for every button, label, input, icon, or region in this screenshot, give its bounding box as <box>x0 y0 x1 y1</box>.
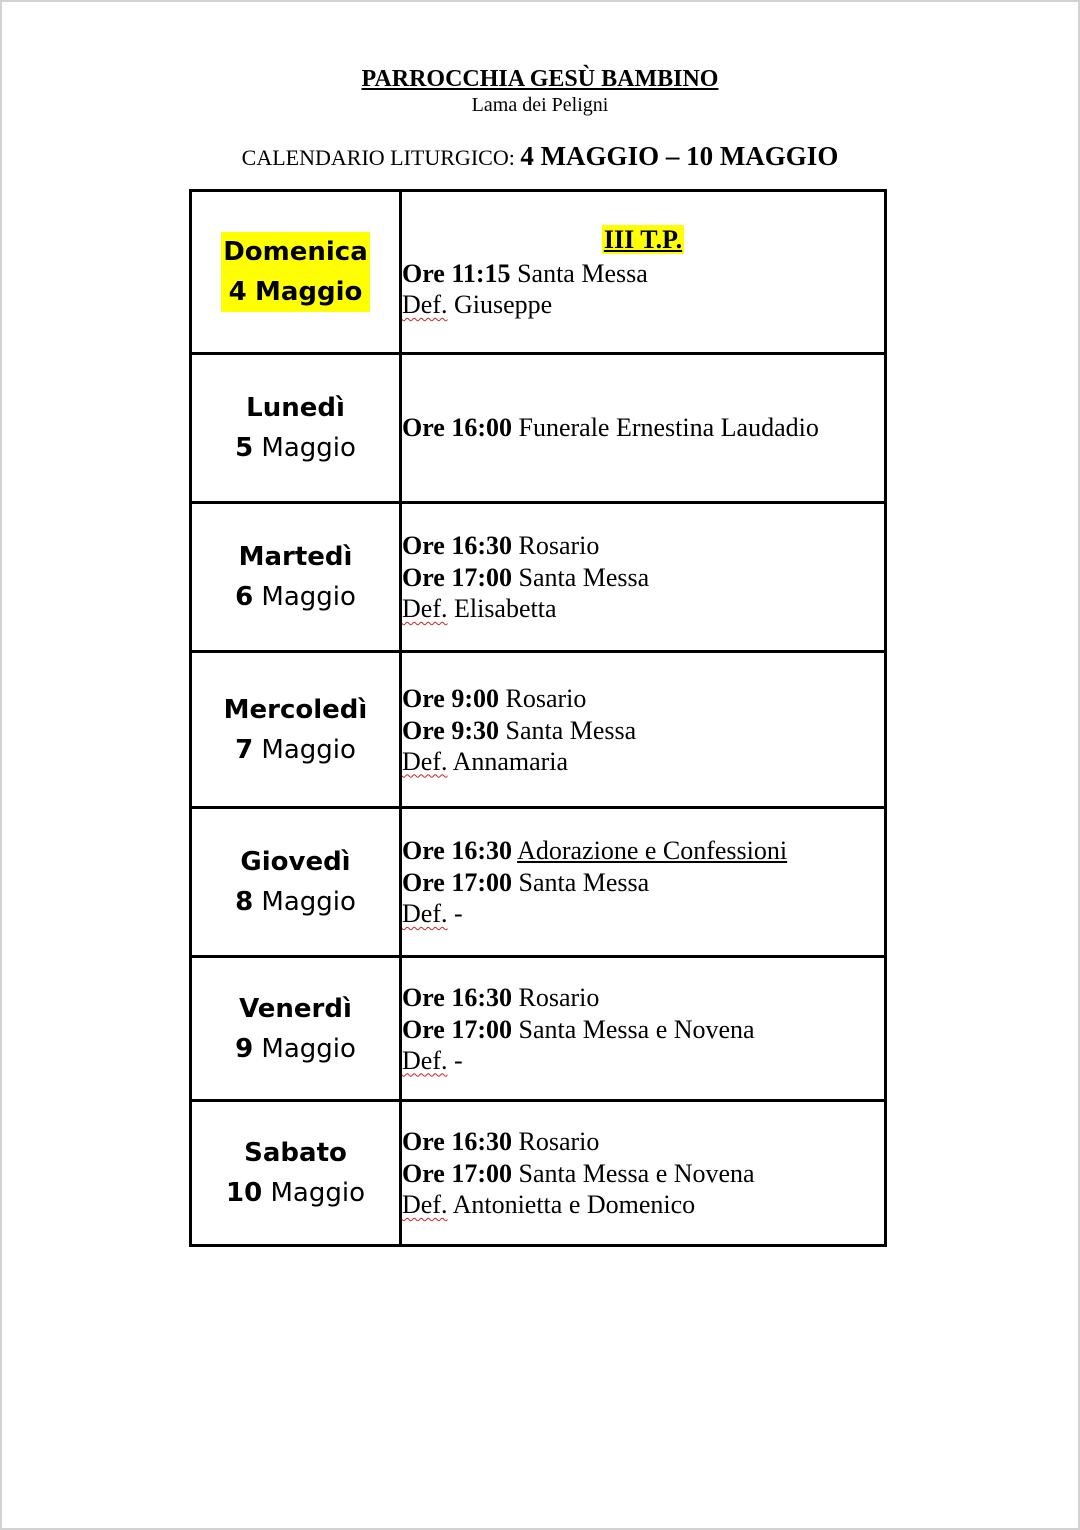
events-cell <box>401 957 886 1101</box>
event-text: Santa Messa <box>517 259 648 288</box>
event-time: Ore 16:30 <box>402 982 512 1012</box>
liturgical-calendar-table <box>189 189 887 1247</box>
day-name: Martedì <box>238 542 353 572</box>
day-month: Maggio <box>254 277 363 307</box>
day-month: Maggio <box>261 433 356 463</box>
event-text: Santa Messa e Novena <box>518 1014 755 1044</box>
events-cell <box>401 503 886 652</box>
day-name: Giovedì <box>240 847 351 877</box>
event-text: Santa Messa e Novena <box>518 1159 755 1188</box>
deceased-line <box>402 899 884 929</box>
deceased-label: Def. <box>402 1190 448 1219</box>
deceased-value: Elisabetta <box>453 594 557 623</box>
event-line <box>402 530 884 562</box>
events-cell <box>401 354 886 503</box>
deceased-value: - <box>453 899 463 928</box>
table-row <box>191 503 886 652</box>
event-line <box>402 715 884 747</box>
deceased-label: Def. <box>402 746 448 776</box>
deceased-value: - <box>453 1045 463 1075</box>
event-time: Ore 17:00 <box>402 563 512 592</box>
day-month: Maggio <box>261 582 356 612</box>
day-month: Maggio <box>270 1178 365 1208</box>
event-text: Santa Messa <box>518 563 650 592</box>
event-text: Santa Messa <box>505 715 637 745</box>
day-month: Maggio <box>261 734 356 765</box>
calendar-prefix: CALENDARIO LITURGICO: <box>241 145 515 170</box>
day-name: Mercoledì <box>223 694 368 725</box>
event-text: Rosario <box>518 531 600 560</box>
event-time: Ore 16:30 <box>402 1127 512 1156</box>
day-name: Venerdì <box>239 993 352 1024</box>
deceased-value: Annamaria <box>452 746 569 776</box>
table-row <box>191 191 886 354</box>
event-text: Rosario <box>518 1127 600 1156</box>
event-line <box>402 412 884 444</box>
event-time: Ore 17:00 <box>402 1159 512 1188</box>
table-row <box>191 808 886 957</box>
event-text: Adorazione e Confessioni <box>517 836 788 865</box>
day-cell <box>191 808 401 957</box>
parish-title: PARROCCHIA GESÙ BAMBINO <box>361 66 719 92</box>
day-number: 10 <box>226 1178 263 1208</box>
day-number: 7 <box>235 734 254 765</box>
day-cell <box>191 652 401 808</box>
deceased-line <box>402 1190 884 1220</box>
event-time: Ore 17:00 <box>402 868 512 897</box>
table-row <box>191 652 886 808</box>
day-name: Domenica <box>223 237 368 267</box>
event-line <box>402 1158 884 1190</box>
deceased-label: Def. <box>402 899 448 928</box>
deceased-line <box>402 747 884 777</box>
event-text: Rosario <box>505 683 587 713</box>
day-number: 8 <box>235 887 254 917</box>
day-number: 4 <box>228 277 247 307</box>
parish-location: Lama dei Peligni <box>471 94 609 116</box>
table-row <box>191 1101 886 1246</box>
events-cell <box>401 1101 886 1246</box>
day-cell <box>191 957 401 1101</box>
table-row <box>191 957 886 1101</box>
deceased-value: Antonietta e Domenico <box>452 1190 696 1219</box>
day-month: Maggio <box>261 887 356 917</box>
event-time: Ore 17:00 <box>402 1014 512 1044</box>
event-text: Rosario <box>518 982 600 1012</box>
event-line <box>402 1014 884 1046</box>
day-month: Maggio <box>261 1033 356 1064</box>
table-row <box>191 354 886 503</box>
day-number: 5 <box>235 433 254 463</box>
event-line <box>402 258 884 290</box>
event-text: Funerale Ernestina Laudadio <box>518 413 819 442</box>
event-line <box>402 1126 884 1158</box>
deceased-label: Def. <box>402 1045 448 1075</box>
deceased-value: Giuseppe <box>453 290 553 319</box>
season-label: III T.P. <box>603 225 683 254</box>
day-name: Sabato <box>244 1138 347 1168</box>
day-number: 9 <box>235 1033 254 1064</box>
event-time: Ore 16:00 <box>402 413 512 442</box>
events-cell <box>401 808 886 957</box>
event-line <box>402 835 884 867</box>
events-cell <box>401 652 886 808</box>
deceased-line <box>402 1046 884 1076</box>
day-number: 6 <box>235 582 254 612</box>
deceased-line <box>402 290 884 320</box>
day-name: Lunedì <box>246 393 345 423</box>
day-cell <box>191 503 401 652</box>
event-time: Ore 16:30 <box>402 836 512 865</box>
day-cell <box>191 191 401 354</box>
event-line <box>402 683 884 715</box>
deceased-line <box>402 594 884 624</box>
day-cell <box>191 354 401 503</box>
event-time: Ore 11:15 <box>402 259 511 288</box>
events-cell <box>401 191 886 354</box>
event-time: Ore 9:00 <box>402 683 499 713</box>
event-text: Santa Messa <box>518 868 650 897</box>
day-cell <box>191 1101 401 1246</box>
calendar-range: 4 MAGGIO – 10 MAGGIO <box>520 141 839 171</box>
day-highlight <box>221 232 370 312</box>
deceased-label: Def. <box>402 290 448 319</box>
event-line <box>402 562 884 594</box>
event-time: Ore 16:30 <box>402 531 512 560</box>
calendar-heading <box>0 140 1080 174</box>
document-header <box>0 64 1080 116</box>
event-time: Ore 9:30 <box>402 715 499 745</box>
event-line <box>402 867 884 899</box>
event-line <box>402 982 884 1014</box>
deceased-label: Def. <box>402 594 448 623</box>
